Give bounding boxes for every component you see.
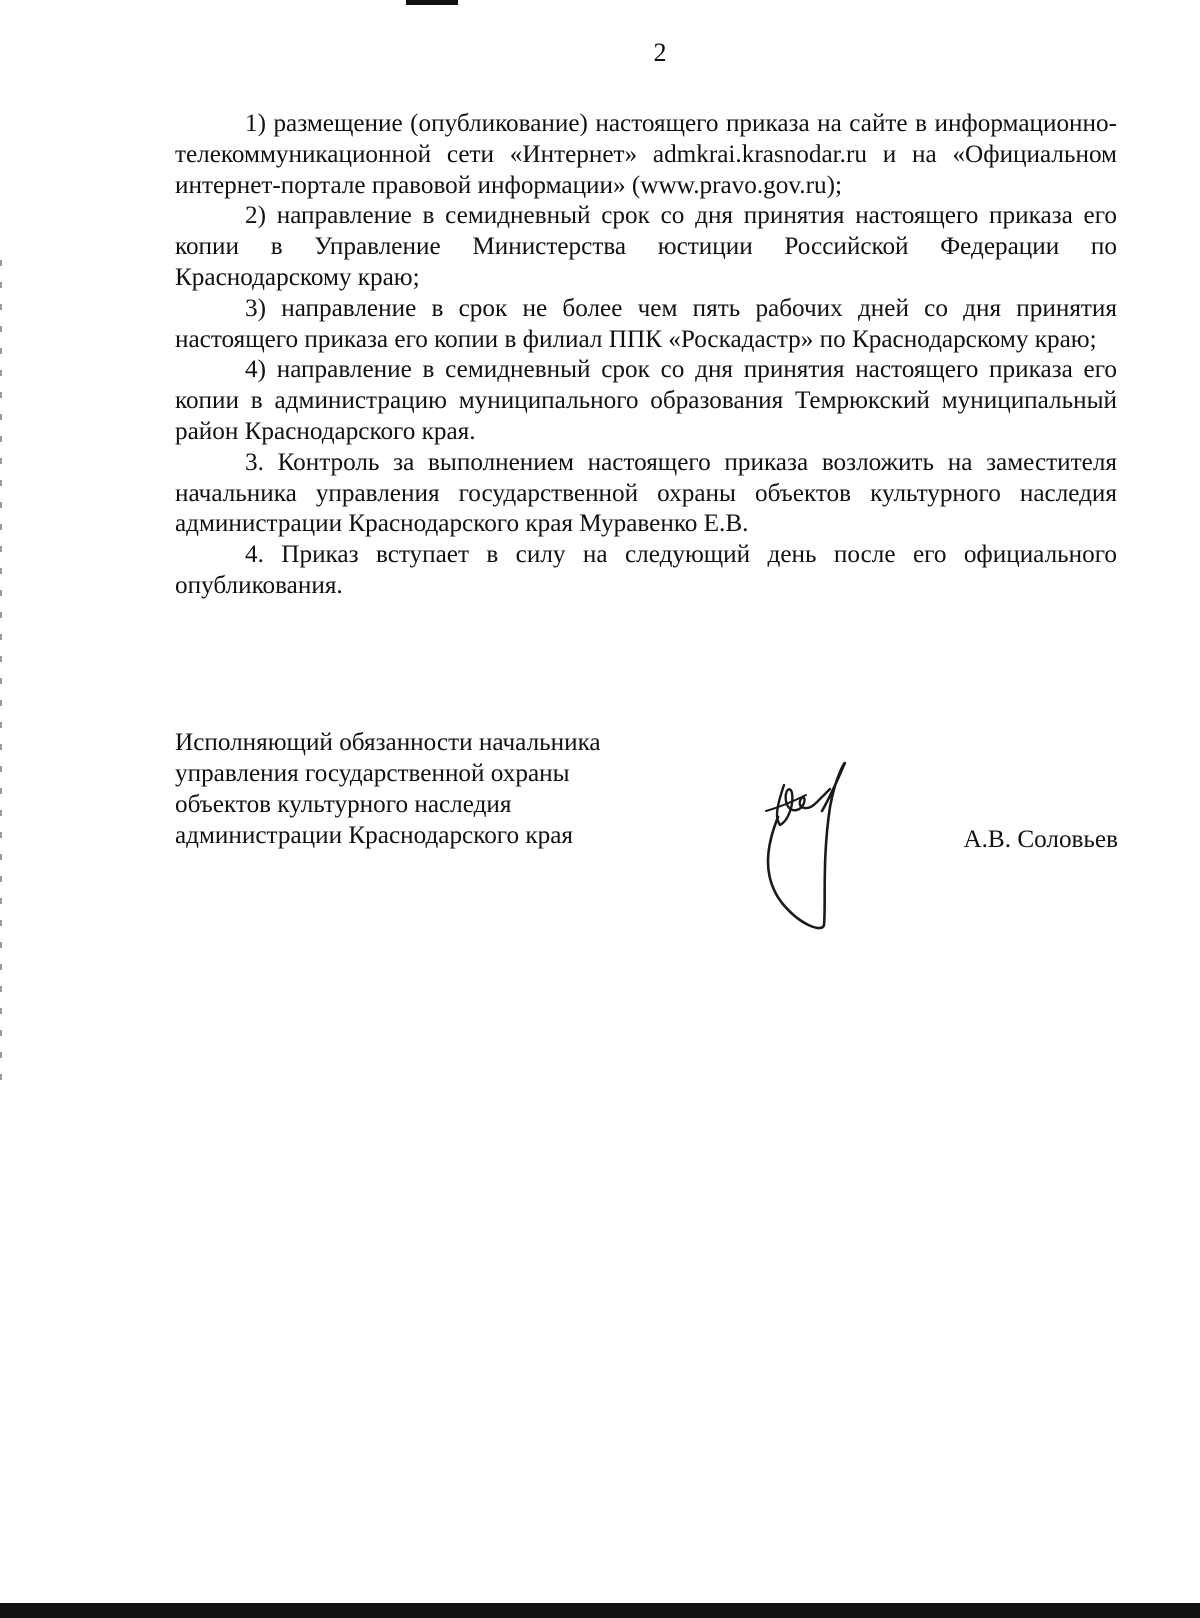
handwritten-signature	[760, 755, 890, 935]
paragraph-item-2: 2) направление в семидневный срок со дня принятия настоящего приказа его копии в Управление Министерства юстиции Российской Федерации по Краснодарскому краю;	[175, 202, 1117, 291]
scan-artifact-bottom	[0, 1603, 1200, 1618]
signatory-name: А.В. Соловьев	[963, 826, 1118, 853]
document-body	[175, 109, 1117, 602]
signatory-position-line: управления государственной охраны	[175, 760, 570, 787]
paragraph-item-1: 1) размещение (опубликование) настоящего приказа на сайте в информационно-телекоммуникационной сети «Интернет» admkrai.krasnodar.ru и на «Официальном интернет-портале правовой информации» (www.pravo.gov.ru);	[175, 110, 1117, 199]
paragraph-item-3: 3) направление в срок не более чем пять рабочих дней со дня принятия настоящего приказа его копии в филиал ППК «Роскадастр» по Краснодарскому краю;	[175, 294, 1117, 353]
paragraph-clause-4: 4. Приказ вступает в силу на следующий день после его официального опубликования.	[175, 541, 1117, 599]
scan-artifact-left-edge	[0, 260, 2, 1080]
page-number: 2	[653, 38, 667, 67]
signatory-position	[175, 727, 695, 851]
scan-artifact-top	[406, 0, 458, 5]
paragraph-clause-3: 3. Контроль за выполнением настоящего приказа возложить на заместителя начальника управления государственной охраны объектов культурного наследия администрации Краснодарского края Муравенко Е.В.	[175, 448, 1117, 538]
signatory-position-line: Исполняющий обязанности начальника	[175, 729, 601, 756]
signatory-position-line: администрации Краснодарского края	[175, 822, 573, 849]
signatory-position-line: объектов культурного наследия	[175, 791, 512, 818]
paragraph-item-4: 4) направление в семидневный срок со дня принятия настоящего приказа его копии в администрацию муниципального образования Темрюкский муниципальный район Краснодарского края.	[175, 356, 1117, 445]
